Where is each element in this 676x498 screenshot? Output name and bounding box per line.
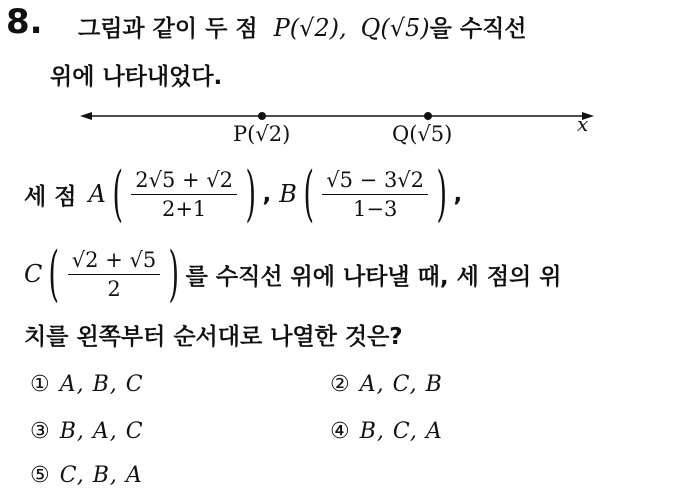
problem-line-2: 위에 나타내었다. [50,64,223,90]
choice-1-text: A, B, C [59,372,144,397]
point-q-label: Q(√5) [360,14,430,42]
line1-suffix: 을 수직선 [429,16,527,42]
problem-line-4 [24,239,562,309]
choice-4-number: ④ [330,419,350,444]
point-b-numerator: √5 − 3√2 [322,168,428,195]
number-line-left-arrow [80,112,92,120]
choice-3-number: ③ [30,419,50,444]
point-b-denominator: 1−3 [352,196,398,221]
point-b-open-paren: ( [303,159,314,229]
point-a-close-paren: ) [245,159,256,229]
line3-suffix: 를 수직선 위에 나타낼 때, 세 점의 위 [185,263,562,290]
problem-line-3: 세 점 A ( $\frac{2√5 + √2}{2+1}$ ) , B ( $\frac{√5 - 3√2}{1-3}$ ) , [24,159,463,229]
number-line-figure [0,96,676,156]
number-line-label-p: P(√2) [233,122,291,146]
intro-text: 세 점 [24,183,77,210]
choice-2-number: ② [330,372,350,397]
point-a-open-paren: ( [112,159,123,229]
choice-5[interactable] [30,463,143,488]
number-line-axis-label: x [577,112,589,136]
point-a-numerator: 2√5 + √2 [131,168,237,195]
point-c-fraction [68,248,160,301]
point-a-denominator: 2+1 [161,196,207,221]
choice-4-text: B, C, A [359,419,443,444]
choice-1[interactable] [30,372,144,397]
point-c-denominator: 2 [107,276,121,301]
point-p-label: P(√2), [273,14,347,42]
point-b-close-paren: ) [436,159,448,229]
problem-line-1 [78,10,527,43]
point-a-name: A [88,180,106,208]
choice-2[interactable] [330,372,443,397]
problem-line-5: 치를 왼쪽부터 순서대로 나열한 것은? [24,324,403,350]
choice-1-number: ① [30,372,50,397]
line1-text: 그림과 같이 두 점 [78,16,258,42]
choice-4[interactable] [330,419,443,444]
choice-3[interactable] [30,419,144,444]
choice-5-text: C, B, A [59,463,143,488]
point-a-fraction [131,168,237,221]
point-c-numerator: √2 + √5 [68,248,160,275]
point-c-name: C [24,260,43,288]
point-c-open-paren: ( [48,239,60,309]
choice-5-number: ⑤ [30,463,50,488]
choice-3-text: B, A, C [59,419,144,444]
point-p-dot [258,112,266,120]
point-q-dot [424,112,432,120]
point-c-close-paren: ) [168,239,180,309]
choice-2-text: A, C, B [359,372,443,397]
problem-number: 8. [6,2,43,42]
point-b-fraction [322,168,428,221]
number-line-label-q: Q(√5) [392,122,453,146]
point-b-name: B [279,180,297,208]
